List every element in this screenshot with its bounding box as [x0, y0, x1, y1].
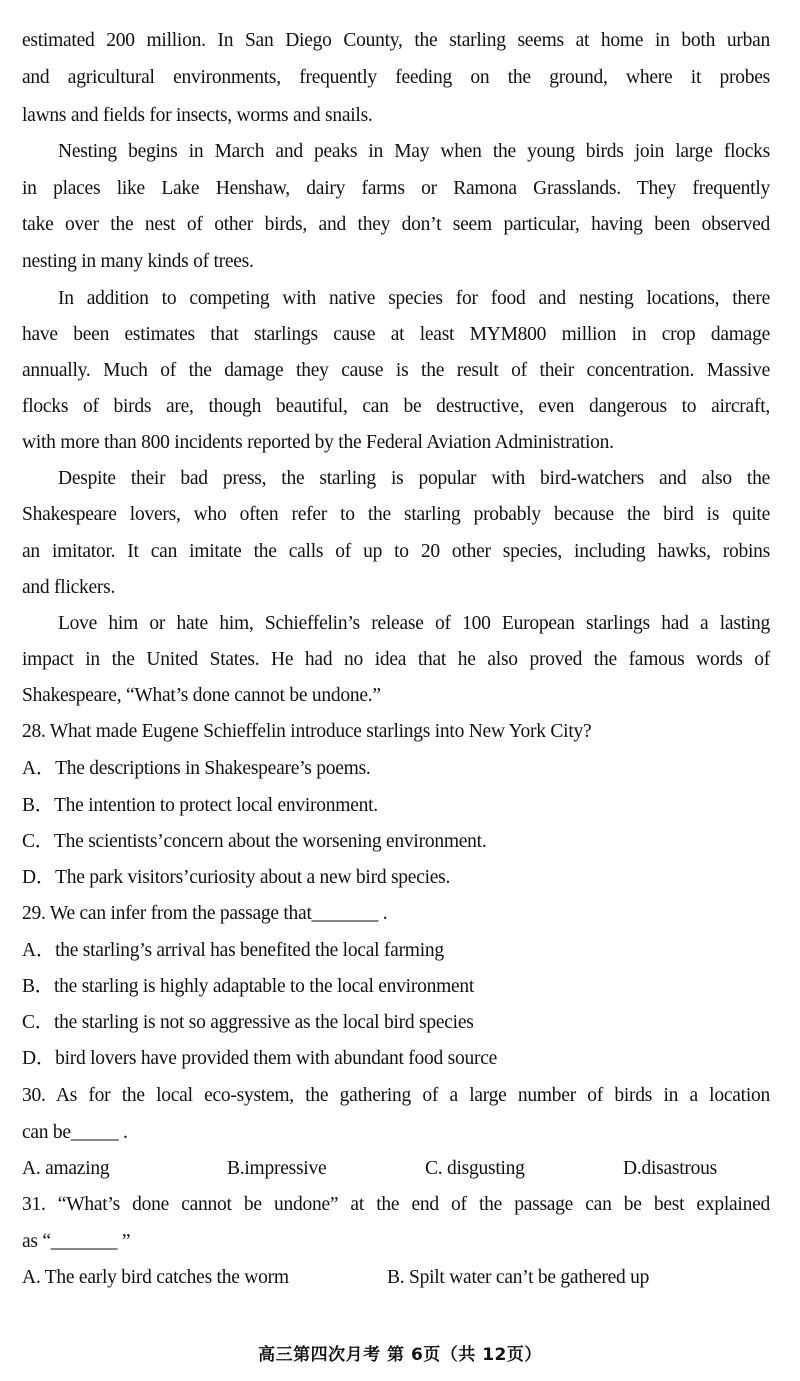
- question-29-stem: 29. We can infer from the passage that_______ .: [22, 903, 388, 924]
- passage-line: estimated 200 million. In San Diego County, the starling seems at home in both urban: [22, 30, 770, 51]
- passage-line: flocks of birds are, though beautiful, can be destructive, even dangerous to aircraft,: [22, 396, 770, 417]
- question-31-option-b: B. Spilt water can’t be gathered up: [387, 1267, 650, 1288]
- passage-line: impact in the United States. He had no idea that he also proved the famous words of: [22, 649, 770, 670]
- passage-line: Nesting begins in March and peaks in May when the young birds join large flocks: [58, 141, 770, 162]
- question-28-option-b: B．The intention to protect local environment.: [22, 795, 378, 816]
- passage-line: Love him or hate him, Schieffelin’s release of 100 European starlings had a lasting: [58, 613, 770, 634]
- question-30-stem: 30. As for the local eco-system, the gathering of a large number of birds in a location: [22, 1085, 770, 1106]
- question-28-stem: 28. What made Eugene Schieffelin introduce starlings into New York City?: [22, 721, 592, 742]
- passage-line: nesting in many kinds of trees.: [22, 251, 254, 272]
- passage-line: Shakespeare, “What’s done cannot be undone.”: [22, 685, 381, 706]
- question-30-stem-cont: can be_____ .: [22, 1122, 128, 1143]
- page-footer: 高三第四次月考 第 6页（共 12页）: [258, 1345, 542, 1365]
- passage-line: annually. Much of the damage they cause is the result of their concentration. Massive: [22, 360, 770, 381]
- passage-line: Despite their bad press, the starling is popular with bird-watchers and also the: [58, 468, 770, 489]
- question-30-option-c: C. disgusting: [425, 1158, 525, 1179]
- passage-line: In addition to competing with native species for food and nesting locations, there: [58, 288, 770, 309]
- question-29-option-c: C．the starling is not so aggressive as the local bird species: [22, 1012, 474, 1033]
- question-30-option-a: A. amazing: [22, 1158, 110, 1179]
- passage-line: have been estimates that starlings cause at least MYM800 million in crop damage: [22, 324, 770, 345]
- question-28-option-d: D．The park visitors’curiosity about a new bird species.: [22, 867, 451, 888]
- passage-line: and agricultural environments, frequently feeding on the ground, where it probes: [22, 67, 770, 88]
- passage-line: with more than 800 incidents reported by the Federal Aviation Administration.: [22, 432, 614, 453]
- passage-line: Shakespeare lovers, who often refer to the starling probably because the bird is quite: [22, 504, 770, 525]
- question-28-option-c: C．The scientists’concern about the worsening environment.: [22, 831, 487, 852]
- question-29-option-b: B．the starling is highly adaptable to the local environment: [22, 976, 475, 997]
- question-28-option-a: A．The descriptions in Shakespeare’s poems.: [22, 758, 371, 779]
- question-31-stem: 31. “What’s done cannot be undone” at the end of the passage can be best explained: [22, 1194, 770, 1215]
- passage-line: lawns and fields for insects, worms and snails.: [22, 105, 373, 126]
- passage-line: an imitator. It can imitate the calls of up to 20 other species, including hawks, robins: [22, 541, 770, 562]
- question-30-option-d: D.disastrous: [623, 1158, 717, 1179]
- passage-line: take over the nest of other birds, and they don’t seem particular, having been observed: [22, 214, 770, 235]
- question-31-option-a: A. The early bird catches the worm: [22, 1267, 289, 1288]
- question-31-stem-cont: as “_______ ”: [22, 1231, 131, 1252]
- passage-line: and flickers.: [22, 577, 116, 598]
- question-29-option-d: D．bird lovers have provided them with abundant food source: [22, 1048, 498, 1069]
- question-30-option-b: B.impressive: [227, 1158, 327, 1179]
- passage-line: in places like Lake Henshaw, dairy farms or Ramona Grasslands. They frequently: [22, 178, 770, 199]
- question-29-option-a: A．the starling’s arrival has benefited the local farming: [22, 940, 444, 961]
